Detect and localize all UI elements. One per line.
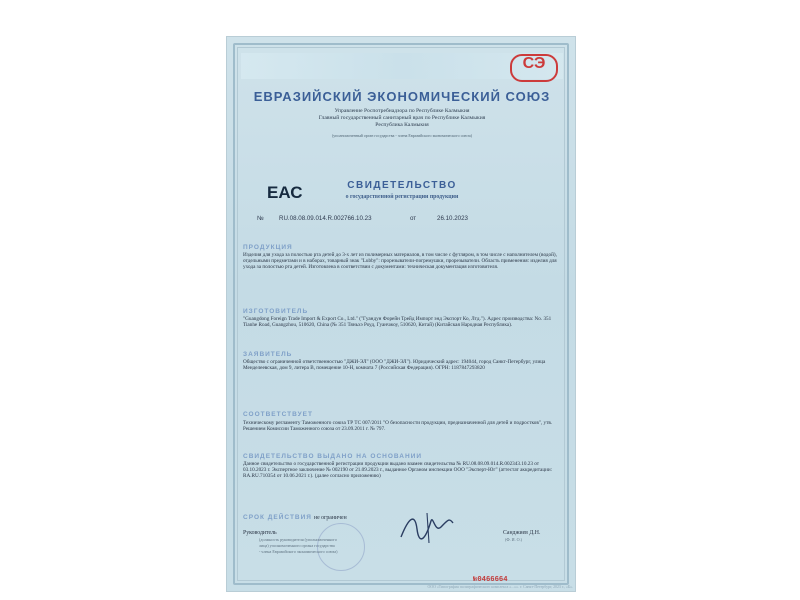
basis-label: СВИДЕТЕЛЬСТВО ВЫДАНО НА ОСНОВАНИИ xyxy=(243,453,423,460)
certificate-number: RU.08.08.09.014.R.002766.10.23 xyxy=(279,215,372,222)
certificate-subtitle: о государственной регистрации продукции xyxy=(345,194,459,200)
header-line-4: (уполномоченный орган государства - члена Евразийского экономического союза) xyxy=(331,133,473,138)
product-text: Изделия для ухода за полостью рта детей до 3-х лет из полимерных материалов, в том числе с футляром, в том числе с наполнителем (водой), отдельными предметами и в наборах, товарный знак "Lubby": прорезыватели-погремушки, прорезыватели. Область применения: изделия для ухода за полостью рта детей. Изготовлена в соответствии с документами: техническая документация изготовителя. xyxy=(243,252,557,271)
header-line-1: Управление Роспотребнадзора по Республике Калмыкия xyxy=(334,108,470,114)
complies-label: СООТВЕТСТВУЕТ xyxy=(243,411,313,418)
certificate-date: 26.10.2023 xyxy=(437,215,468,222)
role-caption-1: (должность руководителя (уполномоченного xyxy=(259,537,337,542)
complies-text: Техническому регламенту Таможенного союза ТР ТС 007/2011 "О безопасности продукции, предназначенной для детей и подростков", утв. Решением Комиссии Таможенного союза от 23.09.2011 г. № 797. xyxy=(243,420,553,433)
validity-value: не ограничен xyxy=(314,515,347,521)
union-title: ЕВРАЗИЙСКИЙ ЭКОНОМИЧЕСКИЙ СОЮЗ xyxy=(253,89,551,104)
basis-text: Данное свидетельство о государственной регистрации продукции выдано взамен свидетельства № RU.08.08.09.014.R.002343.10.23 от 03.10.2023 г. Экспертное заключение № 002190 от 21.09.2023 г., выданное Органом инспекции ООО "Эксперт-Юг" (аттестат аккредитации: RA.RU.710354 от 10.06.2021 г.). (далее согласно приложению) xyxy=(243,461,553,480)
certificate-sheet xyxy=(226,36,576,592)
role-caption-3: - члена Евразийского экономического союза) xyxy=(259,549,338,554)
eac-logo: ЕАС xyxy=(267,183,303,202)
role-caption-2: лица) уполномоченного органа государства xyxy=(259,543,335,548)
ce-logo-mark: СЭ xyxy=(522,55,546,72)
signature-icon xyxy=(397,507,457,547)
validity-label: СРОК ДЕЙСТВИЯ xyxy=(243,514,312,521)
header-line-2: Главный государственный санитарный врач по Республике Калмыкия xyxy=(318,115,486,121)
manufacturer-text: "Guangdong Foreign Trade Import & Export Co., Ltd." ("Гуандун Форейн Трейд Импорт энд Экспорт Ко, Лтд."). Адрес производства: No. 351 Tianhe Road, Guangzhou, 510620, China (№ 351 Тяньхэ Роуд, Гуанчжоу, 510620, Китай) (Китайская Народная Республика). xyxy=(243,316,552,329)
header-line-3: Республика Калмыкия xyxy=(375,122,429,128)
signatory-role: Руководитель xyxy=(243,530,277,536)
certificate-title: СВИДЕТЕЛЬСТВО xyxy=(347,180,457,191)
signatory-name: Санджиев Д.Н. xyxy=(503,530,541,536)
manufacturer-label: ИЗГОТОВИТЕЛЬ xyxy=(243,308,309,315)
number-label: № xyxy=(257,215,264,222)
form-number: №0466664 xyxy=(473,576,508,584)
product-label: ПРОДУКЦИЯ xyxy=(243,244,293,251)
printer-footer: ООО «Типография полиграфического комплекса «...»». г. Санкт-Петербург, 2023 г., «Б». xyxy=(427,585,573,589)
applicant-label: ЗАЯВИТЕЛЬ xyxy=(243,351,293,358)
name-caption: (Ф. И. О.) xyxy=(505,537,522,542)
applicant-text: Общество с ограниченной ответственностью "ДЖИ-ЭЛ" (ООО "ДЖИ-ЭЛ"). Юридический адрес: 194044, город Санкт-Петербург, улица Менделеевская, дом 9, литера В, помещение 10-Н, комната 7 (Российская Федерация). ОГРН: 1187847293820 xyxy=(243,359,546,372)
date-label: от xyxy=(410,215,417,222)
